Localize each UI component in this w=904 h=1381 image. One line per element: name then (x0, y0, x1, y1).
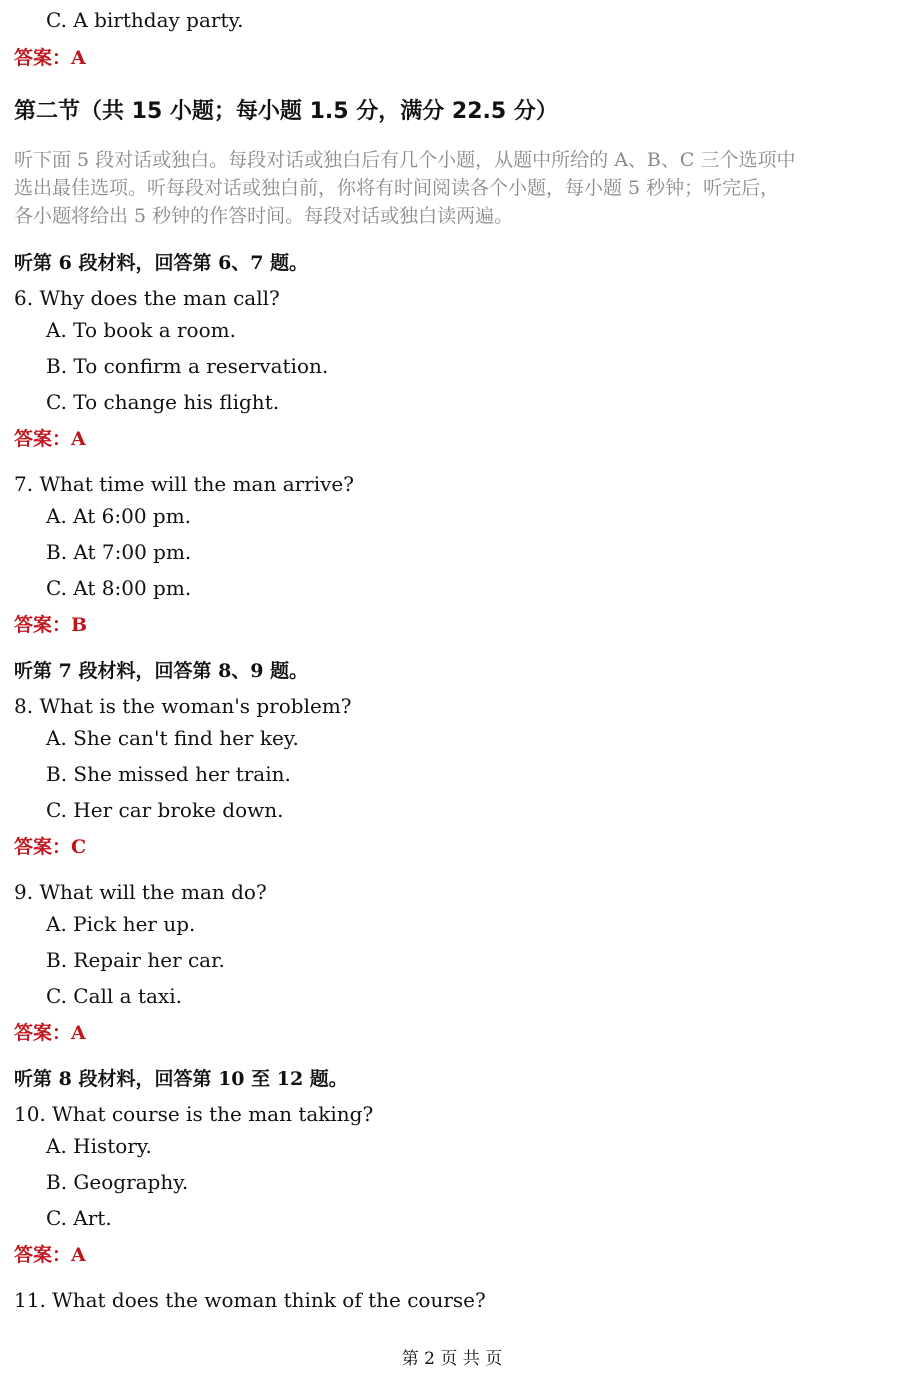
material-7-heading: 听第 7 段材料，回答第 8、9 题。 (14, 660, 309, 682)
answer-q7: 答案：B (14, 614, 88, 636)
option-q9-a: A. Pick her up. (46, 912, 196, 936)
question-11: 11. What does the woman think of the course? (14, 1288, 486, 1312)
section-instructions (14, 146, 898, 230)
answer-q6: 答案：A (14, 428, 86, 450)
answer-q10: 答案：A (14, 1244, 86, 1266)
question-9: 9. What will the man do? (14, 880, 267, 904)
instructions-line-2: 选出最佳选项。听每段对话或独白前，你将有时间阅读各个小题，每小题 5 秒钟；听完后， (14, 177, 780, 199)
page-footer: 第 2 页 共 页 (401, 1349, 503, 1369)
question-6: 6. Why does the man call? (14, 286, 280, 310)
option-q6-c: C. To change his flight. (46, 390, 280, 414)
answer-q5: 答案：A (14, 47, 86, 69)
instructions-line-1: 听下面 5 段对话或独白。每段对话或独白后有几个小题，从题中所给的 A、B、C 三个选项中 (14, 149, 796, 171)
option-q10-c: C. Art. (46, 1206, 112, 1230)
option-q10-b: B. Geography. (46, 1170, 189, 1194)
option-q5-c: C. A birthday party. (46, 8, 244, 32)
section-title: 第二节（共 15 小题；每小题 1.5 分，满分 22.5 分） (14, 99, 558, 124)
option-q8-c: C. Her car broke down. (46, 798, 284, 822)
material-8-heading: 听第 8 段材料，回答第 10 至 12 题。 (14, 1068, 348, 1090)
question-8: 8. What is the woman's problem? (14, 694, 352, 718)
option-q7-c: C. At 8:00 pm. (46, 576, 192, 600)
option-q6-b: B. To confirm a reservation. (46, 354, 329, 378)
option-q9-b: B. Repair her car. (46, 948, 225, 972)
option-q8-a: A. She can't find her key. (46, 726, 299, 750)
option-q6-a: A. To book a room. (46, 318, 236, 342)
question-7: 7. What time will the man arrive? (14, 472, 354, 496)
option-q7-b: B. At 7:00 pm. (46, 540, 192, 564)
material-6-heading: 听第 6 段材料，回答第 6、7 题。 (14, 252, 309, 274)
instructions-line-3: 各小题将给出 5 秒钟的作答时间。每段对话或独白读两遍。 (14, 205, 514, 227)
option-q10-a: A. History. (46, 1134, 152, 1158)
option-q9-c: C. Call a taxi. (46, 984, 182, 1008)
answer-q9: 答案：A (14, 1022, 86, 1044)
question-10: 10. What course is the man taking? (14, 1102, 374, 1126)
option-q8-b: B. She missed her train. (46, 762, 291, 786)
answer-q8: 答案：C (14, 836, 87, 858)
option-q7-a: A. At 6:00 pm. (46, 504, 192, 528)
